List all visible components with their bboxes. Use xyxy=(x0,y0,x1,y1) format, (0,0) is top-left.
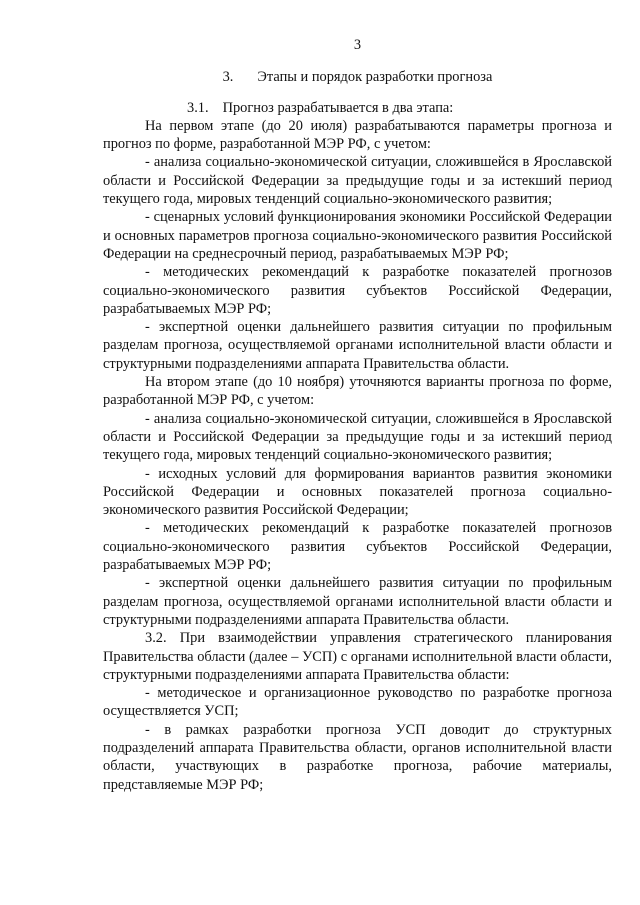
stage2-item-methodical: - методических рекомендаций к разработке показателей прогнозов социально-экономического развития субъектов Российской Федерации, разрабатываемых МЭР РФ; xyxy=(103,520,612,574)
stage1-item-expert: - экспертной оценки дальнейшего развития ситуации по профильным разделам прогноза, осуществляемой органами исполнительной власти области и структурными подразделениями аппарата Правительства области. xyxy=(103,319,612,372)
clause-3-1-text: Прогноз разрабатывается в два этапа: xyxy=(222,99,454,116)
page-number: 3 xyxy=(353,37,362,53)
section-number: 3. xyxy=(222,69,234,86)
stage2-item-analysis: - анализа социально-экономической ситуации, сложившейся в Ярославской области и Российской Федерации за предыдущие годы и за истекший период текущего года, мировых тенденций социально-экономического развития; xyxy=(103,410,612,464)
clause-3-2-item-materials: - в рамках разработки прогноза УСП доводит до структурных подразделений аппарата Правительства области, органов исполнительной власти области, участвующих в разработке прогноза, рабочие материалы, представляемые МЭР РФ; xyxy=(103,721,612,793)
clause-3-1 xyxy=(103,99,612,117)
stage1-item-methodical: - методических рекомендаций к разработке показателей прогнозов социально-экономического развития субъектов Российской Федерации, разрабатываемых МЭР РФ; xyxy=(103,264,612,317)
clause-3-1-number: 3.1. xyxy=(187,99,209,116)
stage1-item-analysis: - анализа социально-экономической ситуации, сложившейся в Ярославской области и Российской Федерации за предыдущие годы и за истекший период текущего года, мировых тенденций социально-экономического развития; xyxy=(103,154,612,208)
stage1-item-scenario: - сценарных условий функционирования экономики Российской Федерации и основных параметров прогноза социально-экономического развития Российской Федерации на среднесрочный период, разрабатываемых МЭР РФ; xyxy=(103,209,612,262)
clause-3-2-intro: 3.2. При взаимодействии управления стратегического планирования Правительства области (далее – УСП) с органами исполнительной власти области, структурными подразделениями аппарата Правительства области: xyxy=(103,630,612,683)
stage2-intro: На втором этапе (до 10 ноября) уточняются варианты прогноза по форме, разработанной МЭР РФ, с учетом: xyxy=(103,374,612,409)
section-title: Этапы и порядок разработки прогноза xyxy=(257,69,493,86)
clause-3-2-item-guidance: - методическое и организационное руководство по разработке прогноза осуществляется УСП; xyxy=(103,685,612,720)
stage1-intro: На первом этапе (до 20 июля) разрабатываются параметры прогноза и прогноз по форме, разработанной МЭР РФ, с учетом: xyxy=(103,117,612,153)
stage2-item-expert: - экспертной оценки дальнейшего развития ситуации по профильным разделам прогноза, осуществляемой органами исполнительной власти области и структурными подразделениями аппарата Правительства области. xyxy=(103,575,612,628)
section-heading xyxy=(103,68,612,86)
stage2-item-conditions: - исходных условий для формирования вариантов развития экономики Российской Федерации и основных показателей прогноза социально-экономического развития Российской Федерации; xyxy=(103,465,612,519)
